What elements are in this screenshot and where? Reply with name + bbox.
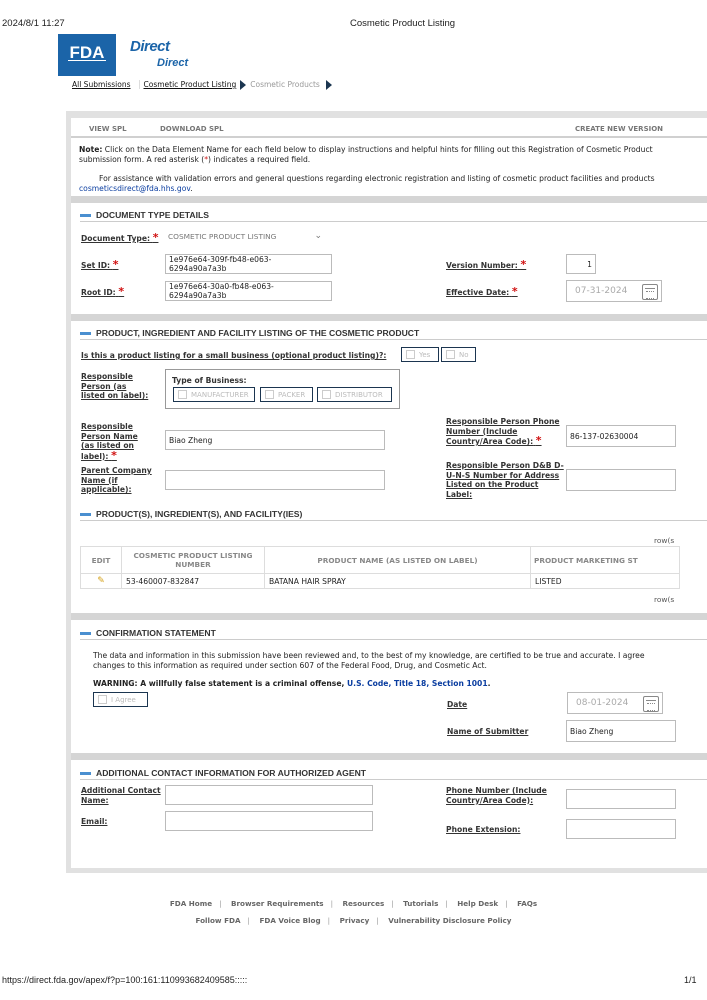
- row-count-bottom: row(s: [654, 595, 675, 604]
- table-row: [81, 574, 680, 589]
- direct-wordmark-sub: Direct: [157, 57, 189, 69]
- footer-link-resources[interactable]: Resources: [342, 899, 385, 908]
- column-header-edit: EDIT: [81, 547, 122, 574]
- pencil-icon[interactable]: ✎: [97, 576, 105, 586]
- download-spl-button[interactable]: DOWNLOAD SPL: [160, 125, 224, 133]
- version-number-field[interactable]: 1: [566, 254, 596, 274]
- calendar-icon[interactable]: [642, 284, 658, 300]
- products-table: [80, 546, 680, 589]
- footer-link-fda-voice-blog[interactable]: FDA Voice Blog: [259, 916, 321, 925]
- document-type-label[interactable]: Document Type: *: [81, 231, 159, 244]
- confirmation-text-line2: changes to this information as required under section 607 of the Federal Food, Drug, and Cosmetic Act.: [93, 661, 487, 670]
- assist-text: For assistance with validation errors and general questions regarding electronic registration and listing of cosmetic product facilities and products: [99, 174, 655, 183]
- breadcrumb-cosmetic-product-listing[interactable]: Cosmetic Product Listing: [139, 80, 241, 89]
- direct-wordmark: Direct: [130, 38, 170, 55]
- footer-link-privacy[interactable]: Privacy: [339, 916, 370, 925]
- divider: [80, 520, 707, 521]
- duns-label[interactable]: Responsible Person D&B D-U-N-S Number for Address Listed on the Product Label:: [446, 461, 564, 499]
- calendar-icon[interactable]: [643, 696, 659, 712]
- footer-link-help-desk[interactable]: Help Desk: [457, 899, 499, 908]
- divider: [80, 779, 707, 780]
- column-header-product-name: PRODUCT NAME (AS LISTED ON LABEL): [265, 547, 531, 574]
- note-line2: submission form. A red asterisk (*) indicates a required field.: [79, 155, 311, 164]
- collapse-icon[interactable]: [80, 772, 91, 775]
- breadcrumb: [68, 78, 332, 91]
- section-separator: [71, 753, 707, 760]
- create-new-version-button[interactable]: CREATE NEW VERSION: [575, 125, 664, 133]
- type-of-business-label: Type of Business:: [172, 376, 247, 385]
- root-id-label[interactable]: Root ID: *: [81, 285, 125, 298]
- set-id-label[interactable]: Set ID: *: [81, 258, 119, 271]
- effective-date-field[interactable]: 07-31-2024: [566, 280, 662, 302]
- collapse-icon[interactable]: [80, 632, 91, 635]
- print-url: https://direct.fda.gov/apex/f?p=100:161:110993682409585:::::: [2, 975, 248, 985]
- section-title-confirmation: CONFIRMATION STATEMENT: [80, 627, 216, 639]
- footer-link-follow-fda[interactable]: Follow FDA: [195, 916, 241, 925]
- email-field[interactable]: [165, 811, 373, 831]
- breadcrumb-cosmetic-products: Cosmetic Products: [250, 80, 320, 89]
- collapse-icon[interactable]: [80, 513, 91, 516]
- no-checkbox[interactable]: No: [441, 347, 476, 362]
- chevron-down-icon: ⌄: [314, 231, 322, 241]
- name-of-submitter-label[interactable]: Name of Submitter: [447, 727, 529, 736]
- print-title: Cosmetic Product Listing: [350, 18, 456, 29]
- i-agree-checkbox[interactable]: I Agree: [93, 692, 148, 707]
- phone-extension-label[interactable]: Phone Extension:: [446, 825, 521, 834]
- additional-contact-name-field[interactable]: [165, 785, 373, 805]
- date-field[interactable]: 08-01-2024: [567, 692, 663, 714]
- set-id-field[interactable]: 1e976e64-309f-fb48-e063-6294a90a7a3b: [165, 254, 332, 274]
- email-link[interactable]: cosmeticsdirect@fda.hhs.gov: [79, 184, 191, 193]
- column-header-listing-number: COSMETIC PRODUCT LISTING NUMBER: [122, 547, 265, 574]
- note-line1: Note: Click on the Data Element Name for each field below to display instructions and helpful hints for filling out this Registration of Cosmetic Product: [79, 145, 653, 154]
- small-business-label[interactable]: Is this a product listing for a small business (optional product listing)?:: [81, 351, 387, 360]
- collapse-icon[interactable]: [80, 214, 91, 217]
- footer-link-fda-home[interactable]: FDA Home: [169, 899, 213, 908]
- toolbar: [71, 121, 707, 138]
- listing-number-cell: 53-460007-832847: [122, 574, 265, 589]
- type-of-business-group: [165, 369, 400, 409]
- parent-company-label[interactable]: Parent Company Name (if applicable):: [81, 466, 152, 494]
- effective-date-label[interactable]: Effective Date: *: [446, 285, 518, 298]
- manufacturer-checkbox[interactable]: MANUFACTURER: [173, 387, 255, 402]
- print-page-number: 1/1: [684, 975, 697, 985]
- section-separator: [71, 314, 707, 321]
- phone-number-label[interactable]: Phone Number (Include Country/Area Code):: [446, 786, 547, 805]
- footer-links-row1: FDA Home | Browser Requirements | Resources | Tutorials | Help Desk | FAQs: [169, 899, 538, 908]
- date-label[interactable]: Date: [447, 700, 468, 709]
- marketing-status-cell: LISTED: [531, 574, 680, 589]
- phone-number-field[interactable]: [566, 789, 676, 809]
- responsible-person-phone-label[interactable]: Responsible Person Phone Number (Include Country/Area Code): *: [446, 417, 560, 447]
- footer-link-faqs[interactable]: FAQs: [517, 899, 538, 908]
- us-code-link[interactable]: U.S. Code, Title 18, Section 1001: [347, 679, 488, 688]
- edit-cell: [81, 574, 122, 589]
- breadcrumb-all-submissions[interactable]: All Submissions: [72, 80, 131, 89]
- responsible-person-label[interactable]: Responsible Person (as listed on label):: [81, 372, 149, 400]
- section-separator: [71, 196, 707, 203]
- section-title-document-type: DOCUMENT TYPE DETAILS: [80, 209, 209, 221]
- section-title-agent: ADDITIONAL CONTACT INFORMATION FOR AUTHORIZED AGENT: [80, 767, 366, 779]
- product-name-cell: BATANA HAIR SPRAY: [265, 574, 531, 589]
- footer-link-browser-requirements[interactable]: Browser Requirements: [231, 899, 324, 908]
- column-header-marketing-status: PRODUCT MARKETING ST: [531, 547, 680, 574]
- row-count-top: row(s: [654, 536, 675, 545]
- print-datetime: 2024/8/1 11:27: [2, 18, 65, 29]
- breadcrumb-arrow-icon: [326, 80, 332, 90]
- duns-field[interactable]: [566, 469, 676, 491]
- document-type-select[interactable]: COSMETIC PRODUCT LISTING ⌄: [168, 231, 322, 241]
- phone-extension-field[interactable]: [566, 819, 676, 839]
- email-label[interactable]: Email:: [81, 817, 108, 826]
- name-of-submitter-field[interactable]: Biao Zheng: [566, 720, 676, 742]
- root-id-field[interactable]: 1e976e64-30a0-fb48-e063-6294a90a7a3b: [165, 281, 332, 301]
- collapse-icon[interactable]: [80, 332, 91, 335]
- footer-link-tutorials[interactable]: Tutorials: [403, 899, 439, 908]
- packer-checkbox[interactable]: PACKER: [260, 387, 313, 402]
- distributor-checkbox[interactable]: DISTRIBUTOR: [317, 387, 392, 402]
- divider: [80, 339, 707, 340]
- parent-company-field[interactable]: [165, 470, 385, 490]
- section-title-products: PRODUCT(S), INGREDIENT(S), AND FACILITY(IES): [80, 508, 302, 520]
- responsible-person-phone-field[interactable]: 86-137-02630004: [566, 425, 676, 447]
- confirmation-text-line1: The data and information in this submission have been reviewed and, to the best of my knowledge, are certified to be true and accurate. I agree: [93, 651, 645, 660]
- footer-links-row2: Follow FDA | FDA Voice Blog | Privacy | Vulnerability Disclosure Policy: [195, 916, 512, 925]
- assist-email-line: cosmeticsdirect@fda.hhs.gov.: [79, 184, 193, 193]
- footer-link-vulnerability-disclosure[interactable]: Vulnerability Disclosure Policy: [388, 916, 512, 925]
- additional-contact-name-label[interactable]: Additional Contact Name:: [81, 786, 161, 805]
- section-title-listing: PRODUCT, INGREDIENT AND FACILITY LISTING OF THE COSMETIC PRODUCT: [80, 327, 419, 339]
- responsible-person-name-field[interactable]: Biao Zheng: [165, 430, 385, 450]
- divider: [80, 639, 707, 640]
- warning-text: WARNING: A willfully false statement is a criminal offense, U.S. Code, Title 18, Section 1001.: [93, 679, 491, 688]
- section-separator: [71, 613, 707, 620]
- version-number-label[interactable]: Version Number: *: [446, 258, 527, 271]
- yes-checkbox[interactable]: Yes: [401, 347, 439, 362]
- divider: [80, 221, 707, 222]
- view-spl-button[interactable]: VIEW SPL: [89, 125, 127, 133]
- fda-logo[interactable]: FDA: [58, 34, 116, 76]
- responsible-person-name-label[interactable]: Responsible Person Name (as listed on label): *: [81, 422, 138, 462]
